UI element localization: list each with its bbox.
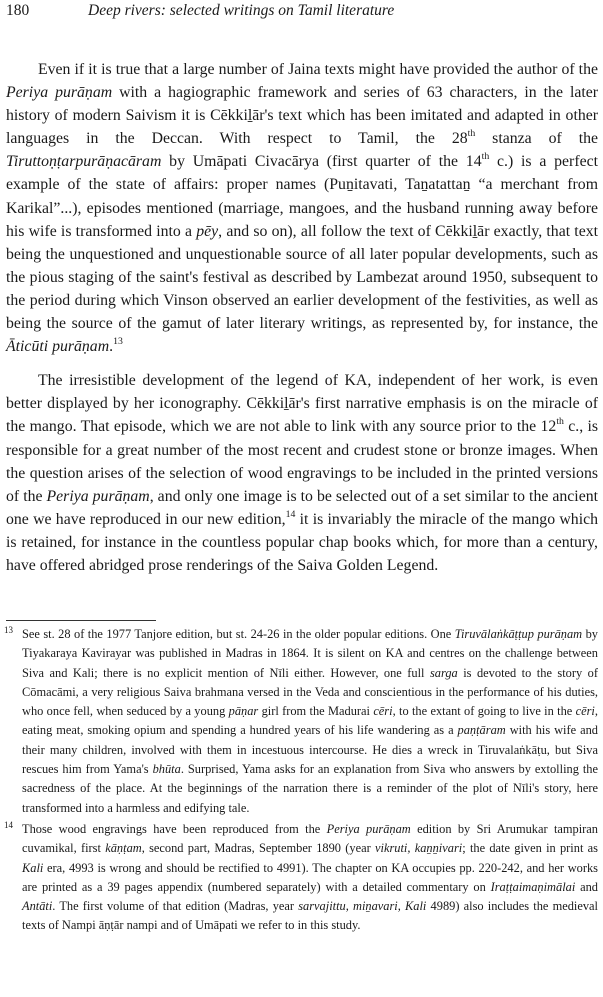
italic-term: pāṇar [228, 704, 259, 719]
italic-term: Iraṭṭaimaṇimālai [490, 879, 576, 894]
italic-term: kāṇṭam [105, 841, 142, 856]
text-run: , second part, Madras, September 1890 (year [141, 841, 375, 856]
italic-term: Periya purāṇam [46, 487, 150, 505]
text-run: , to the extant of going to live in the [392, 704, 576, 719]
text-run: . The first volume of that edition (Madras, year [52, 899, 299, 914]
page-header [6, 2, 596, 24]
superscript: th [467, 128, 476, 140]
footnotes [4, 625, 598, 938]
text-run: girl from the Madurai [258, 704, 374, 719]
italic-term: paṇṭāram [457, 723, 506, 738]
text-run: 4989) also includes the medieval texts of Nampi āṇṭār nampi and of Umāpati we refer to in this study. [22, 899, 598, 933]
footnote-text [22, 822, 598, 932]
footnote-14 [4, 820, 598, 936]
italic-term: Tiruvālaṅkāṭṭup purāṇam [454, 627, 583, 641]
text-run: c.) is a perfect example of the state of affairs: proper names (Puṉitavati, Taṉatattaṉ “a merchant from Karikal”...), episodes mentioned (marriage, mangoes, and the husband running away before his wife is transformed into a [6, 153, 598, 240]
paragraph-2 [6, 369, 598, 577]
italic-term: bhūta [152, 762, 181, 777]
footnote-13 [4, 625, 598, 818]
text-run: The irresistible development of the legend of KA, independent of her work, is even better displayed by her iconography. Cēkkiḻār's first narrative emphasis is on the miracle of the mango. That episode, which we are not able to link with any source prior to the 12 [6, 372, 598, 436]
text-run: and [575, 879, 598, 894]
italic-term: sarvajittu, miṉavari, Kali [298, 899, 427, 914]
superscript: th [556, 416, 564, 428]
text-run: by Tiyakaraya Kavirayar was published in Madras in 1864. It is silent on KA and centres on the challenge between Siva and Kali; there is no explicit mention of Nīli either. However, one full [22, 627, 598, 680]
text-run: by Umāpati Civacārya (first quarter of the 14 [161, 153, 482, 171]
italic-term: vikruti, kaṉṉivari [375, 841, 463, 856]
paragraph-1 [6, 58, 598, 358]
text-run: . Surprised, Yama asks for an explanation from Siva who answers by extolling the sacredness of the place. At the beginnings of the narration there is a reminder of the plot of Nīli's story, here transformed into a harmless and edifying tale. [22, 762, 598, 815]
text-run: c., is responsible for a great number of the most recent and crudest stone or bronze images. When the question arises of the selection of wood engravings to be included in the printed versions of the [6, 418, 598, 505]
superscript: th [481, 151, 490, 163]
running-title: Deep rivers: selected writings on Tamil literature [88, 2, 395, 19]
text-run: it is invariably the miracle of the mango which is retained, for instance in the countless popular chap books which, for more than a century, have offered abridged prose renderings of the Saiva Golden Legend. [6, 510, 598, 574]
text-run: with a hagiographic framework and series of 63 characters, in the later history of modern Saivism it is Cēkkiḻār's text which has been imitated and adapted in other languages in the Deccan. With respect to Tamil, the 28 [6, 84, 599, 148]
footnote-divider [6, 620, 156, 621]
superscript: 13 [113, 335, 123, 347]
text-run: , and so on), all follow the text of Cēkkiḻār exactly, that text being the unquestioned and unquestionable source of all later popular developments, such as the pious staging of the saint's festival as described by Lambezat around 1950, subsequent to the period during which Vinson observed an earlier development of the festivities, as well as being the source of the gamut of later literary writings, as represented by, for instance, the [6, 222, 598, 333]
text-run: , and only one image is to be selected out of a set similar to the ancient one we have reproduced in our new edition, [6, 487, 598, 528]
text-run: Even if it is true that a large number of Jaina texts might have provided the author of the [38, 61, 598, 78]
text-run: . [109, 338, 114, 356]
text-run: edition by Sri Arumukar tampiran cuvamikal, first [22, 821, 599, 856]
italic-term: Periya purāṇam [326, 821, 411, 836]
text-run: is devoted to the story of Cōmacāmi, a very religious Saiva brahmana versed in the Veda and conscientious in the performance of his duties, who once fell, when seduced by a young [22, 665, 599, 719]
body-text [6, 58, 598, 588]
text-run: stanza of the [475, 130, 598, 148]
italic-term: Antāti [22, 899, 53, 914]
page-number: 180 [6, 2, 30, 19]
italic-term: Tiruttoṇṭarpurāṇacāram [6, 153, 162, 171]
text-run: , eating meat, smoking opium and spending a hundred years of his life wandering as a [22, 704, 598, 738]
italic-term: cēri [373, 704, 393, 719]
italic-term: Kali [22, 860, 44, 875]
text-run: ; the date given in print as [462, 841, 598, 856]
footnote-text [22, 627, 598, 815]
text-run: with his wife and their many children, involved with them in incestuous intercourse. He dies a wreck in Tiruvalaṅkāṭu, but Siva rescues him from Yama's [22, 723, 598, 777]
italic-term: cēri [575, 704, 595, 719]
text-run: Those wood engravings have been reproduced from the [22, 821, 327, 836]
italic-term: Periya purāṇam [6, 84, 113, 102]
superscript: 14 [285, 508, 296, 520]
footnote-marker: 14 [4, 819, 13, 830]
text-run: era, 4993 is wrong and should be rectified to 4991). The chapter on KA occupies pp. 220-242, and her works are printed as a 39 pages appendix (numbered separately) with a detailed commentary on [22, 860, 598, 894]
italic-term: pēy [196, 222, 219, 240]
italic-term: sarga [429, 665, 458, 680]
footnote-marker: 13 [4, 625, 13, 635]
text-run: See st. 28 of the 1977 Tanjore edition, but st. 24-26 in the older popular editions. One [22, 627, 455, 641]
italic-term: Āticūti purāṇam [6, 338, 110, 356]
